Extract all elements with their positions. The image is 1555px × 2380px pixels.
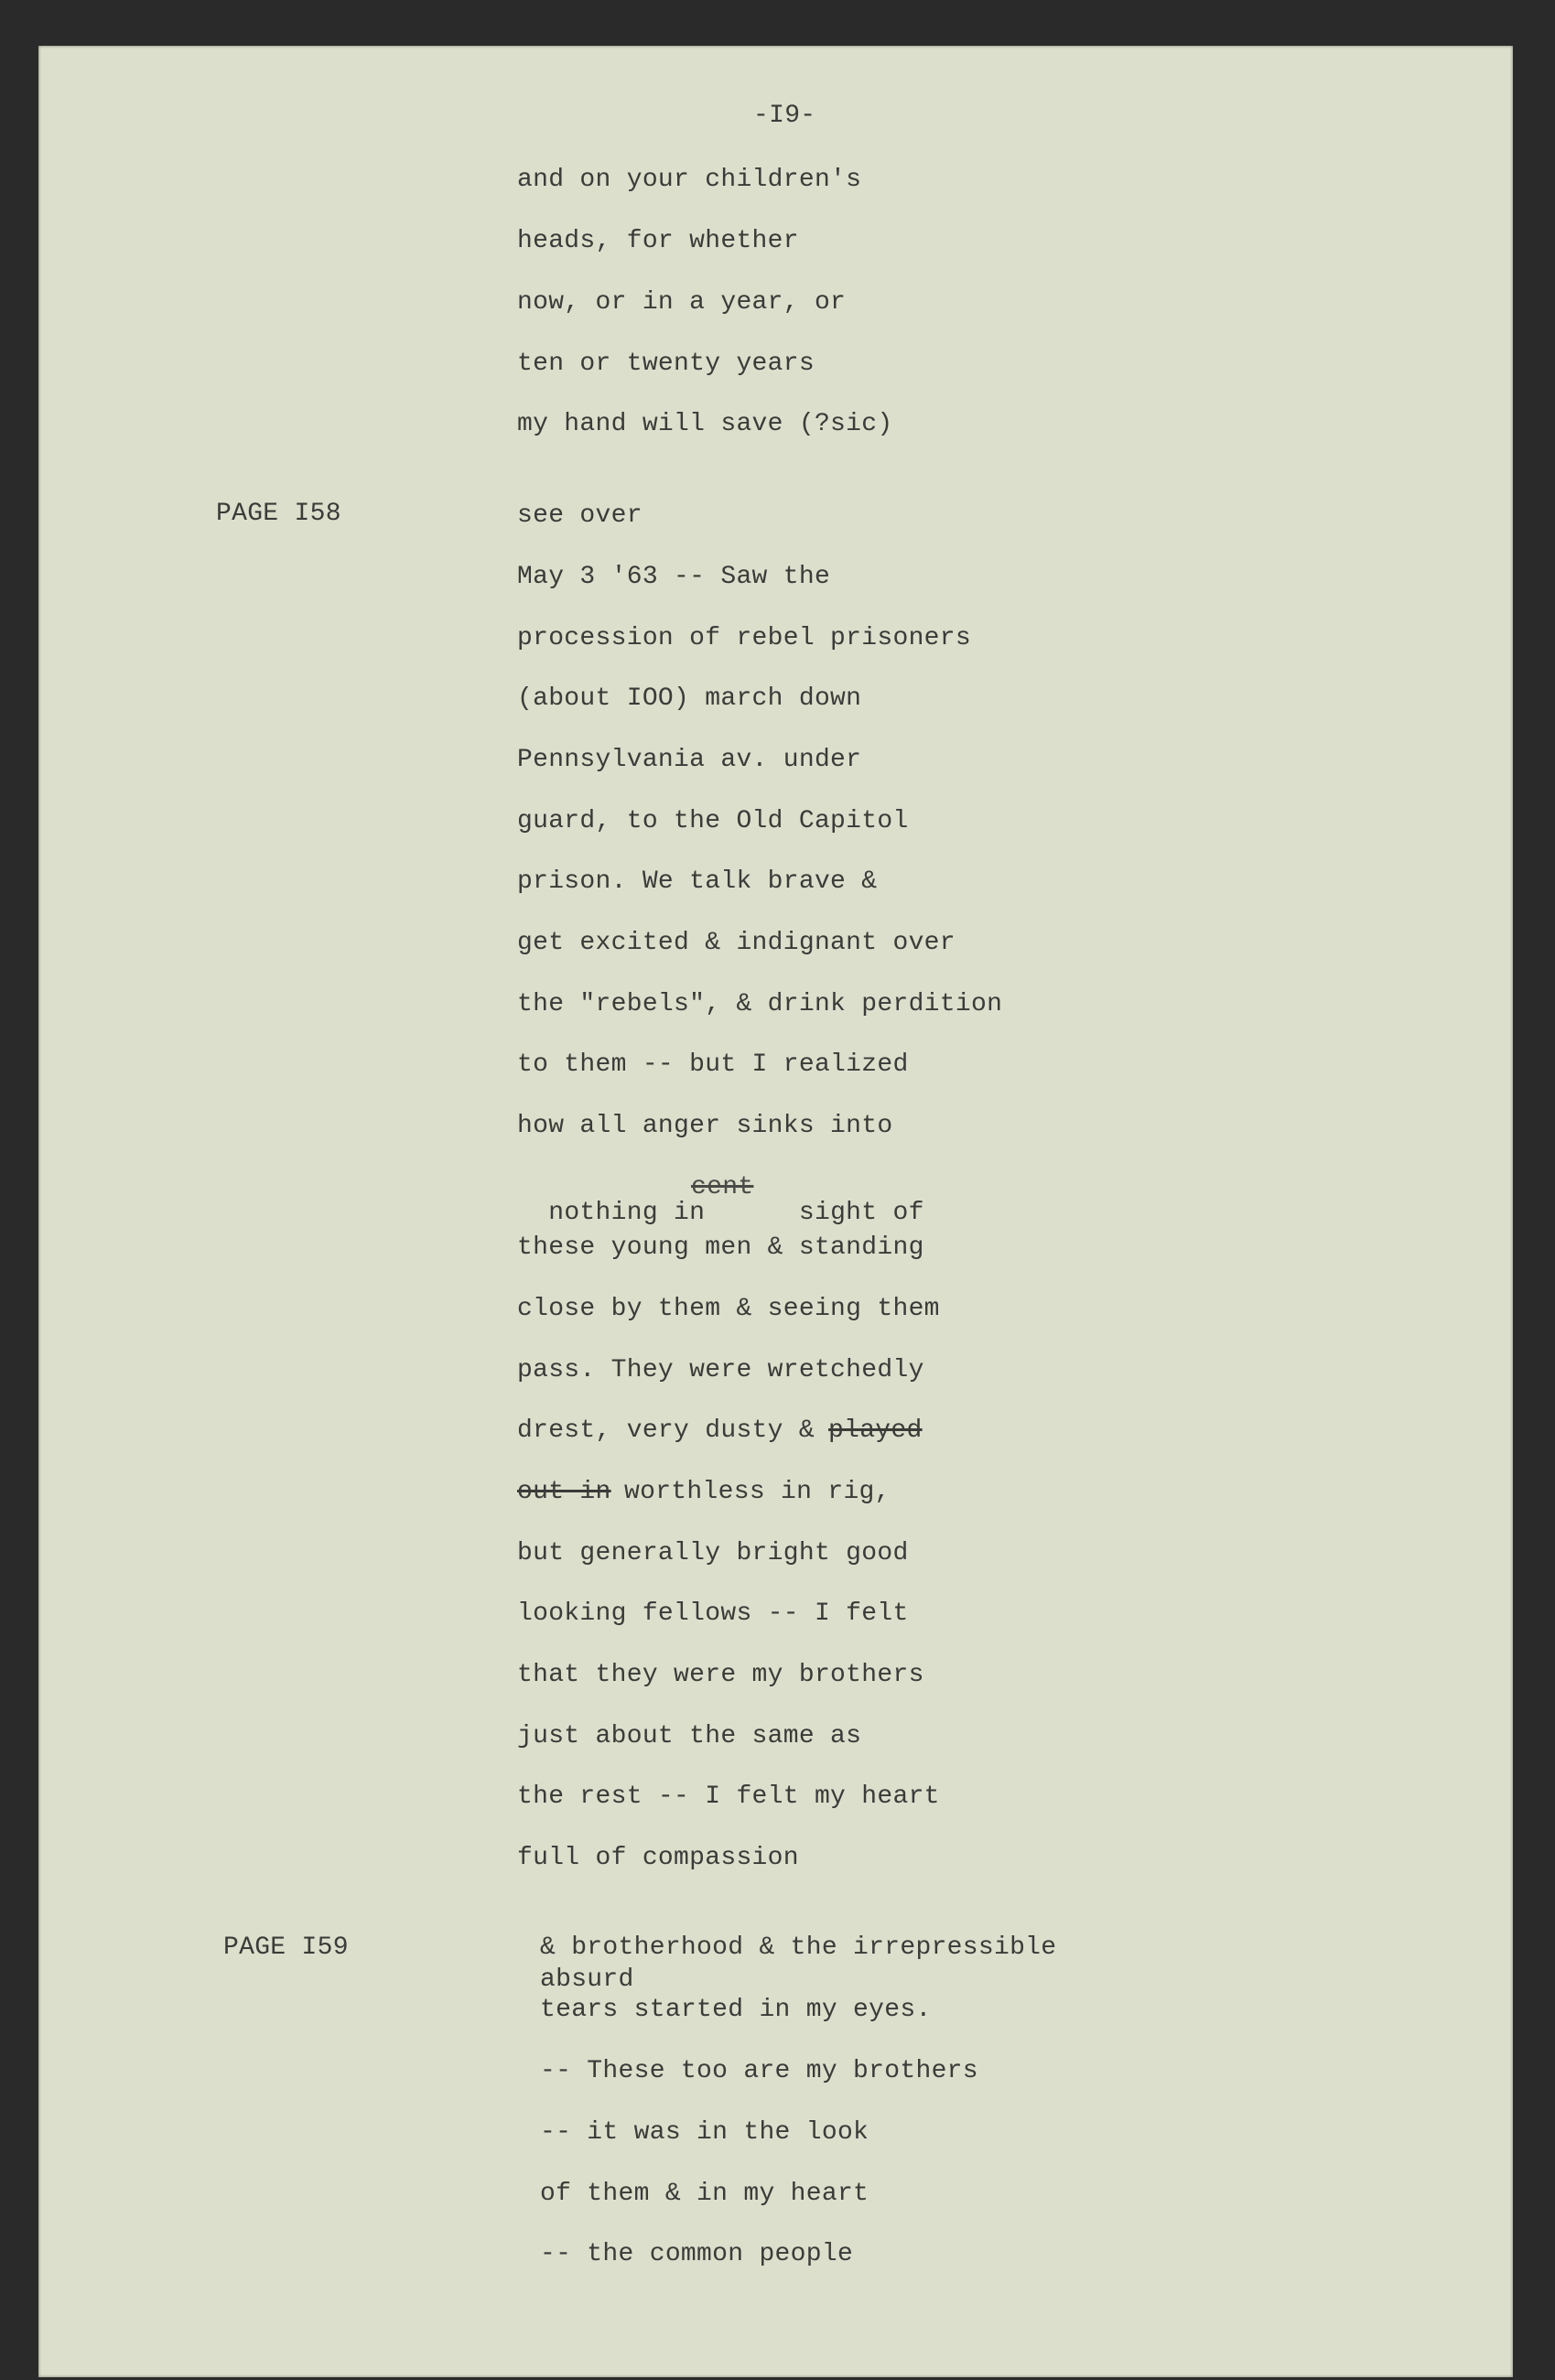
struck-word: cent bbox=[691, 1173, 754, 1201]
text-line: prison. We talk brave & bbox=[517, 867, 878, 896]
text-line: heads, for whether bbox=[517, 227, 799, 255]
page-reference-label: PAGE I59 bbox=[223, 1933, 349, 1962]
text-line: get excited & indignant over bbox=[517, 929, 956, 957]
text-line: -- These too are my brothers bbox=[540, 2057, 978, 2085]
text-line: guard, to the Old Capitol bbox=[517, 807, 909, 835]
text-line: close by them & seeing them bbox=[517, 1295, 940, 1323]
text-line: pass. They were wretchedly bbox=[517, 1356, 924, 1384]
text-line: now, or in a year, or bbox=[517, 288, 847, 317]
text-line: -- it was in the look bbox=[540, 2118, 869, 2147]
text-line: these young men & standing bbox=[517, 1233, 924, 1262]
text-line: but generally bright good bbox=[517, 1539, 909, 1567]
text-line: just about the same as bbox=[517, 1722, 862, 1750]
text-line: see over bbox=[517, 501, 643, 530]
text-line: ten or twenty years bbox=[517, 350, 815, 378]
page-reference-label: PAGE I58 bbox=[216, 500, 341, 528]
text-line: to them -- but I realized bbox=[517, 1050, 909, 1079]
page-number: -I9- bbox=[753, 102, 816, 130]
text-line: full of compassion bbox=[517, 1844, 799, 1872]
struck-word: out-in bbox=[517, 1478, 611, 1506]
text-line: tears started in my eyes. bbox=[540, 1996, 932, 2024]
text-line: how all anger sinks into bbox=[517, 1112, 893, 1140]
text-line: that they were my brothers bbox=[517, 1661, 924, 1689]
text-line: (about IOO) march down bbox=[517, 684, 862, 713]
text-line: of them & in my heart bbox=[540, 2180, 869, 2208]
text-line: nothing in sight of bbox=[548, 1199, 924, 1227]
text-line: Pennsylvania av. under bbox=[517, 746, 862, 774]
text-line: -- the common people bbox=[540, 2240, 854, 2268]
text-line: my hand will save (?sic) bbox=[517, 410, 893, 438]
text-line: looking fellows -- I felt bbox=[517, 1599, 909, 1628]
text-line: and on your children's bbox=[517, 166, 862, 194]
text-line: & brotherhood & the irrepressible bbox=[540, 1933, 1057, 1962]
text-line: drest, very dusty & bbox=[517, 1416, 815, 1445]
text-line: the rest -- I felt my heart bbox=[517, 1782, 940, 1811]
text-line: May 3 '63 -- Saw the bbox=[517, 563, 831, 591]
text-line: the "rebels", & drink perdition bbox=[517, 990, 1003, 1018]
text-line: procession of rebel prisoners bbox=[517, 624, 971, 652]
struck-word: played bbox=[828, 1416, 923, 1445]
text-line: absurd bbox=[540, 1965, 634, 1994]
text-line: worthless in rig, bbox=[624, 1478, 891, 1506]
